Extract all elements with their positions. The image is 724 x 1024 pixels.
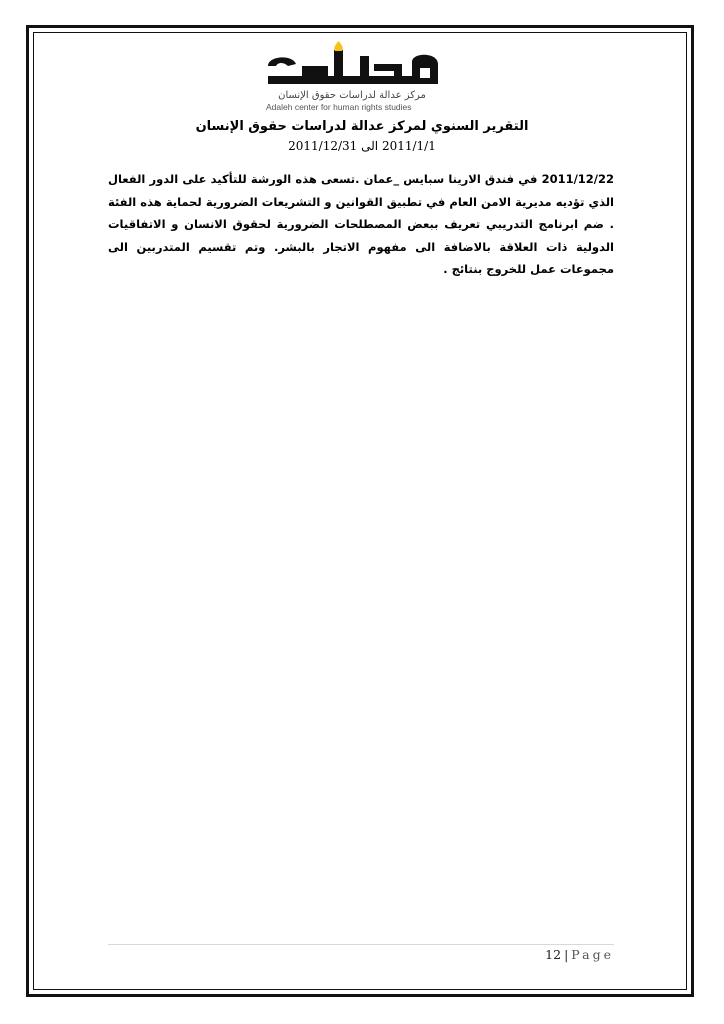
page-separator: | <box>564 947 569 962</box>
body-paragraph: 2011/12/22 في فندق الارينا سبايس _عمان .تسعى هذه الورشة للتأكيد على الدور الفعال الذي تؤديه مديرية الامن العام في تطبيق القوانين و التشريعات الضرورية لحماية هذه الفئة . ضم ابرنامج التدريبي تعريف ببعض المصطلحات الضرورية لحقوق الانسان و الاتفاقيات الدولية ذات العلاقة بالاضافة الى مفهوم الاتجار بالبشر. وتم تقسيم المتدربين الى مجموعات عمل للخروج بنتائج . <box>108 172 614 276</box>
page-number: 12 <box>545 947 562 962</box>
page-label: Page <box>571 947 614 962</box>
footer-divider <box>108 944 614 945</box>
adaleh-logo-mark <box>262 40 442 88</box>
report-title: التقرير السنوي لمركز عدالة لدراسات حقوق الإنسان <box>195 119 529 134</box>
logo-subtitle-english: Adaleh center for human rights studies <box>266 102 412 112</box>
adaleh-logo <box>262 40 442 116</box>
logo-subtitle-arabic: مركز عدالة لدراسات حقوق الإنسان <box>278 90 426 101</box>
report-date-range: 2011/1/1 الى 2011/12/31 <box>288 139 436 153</box>
page-footer <box>108 947 614 962</box>
